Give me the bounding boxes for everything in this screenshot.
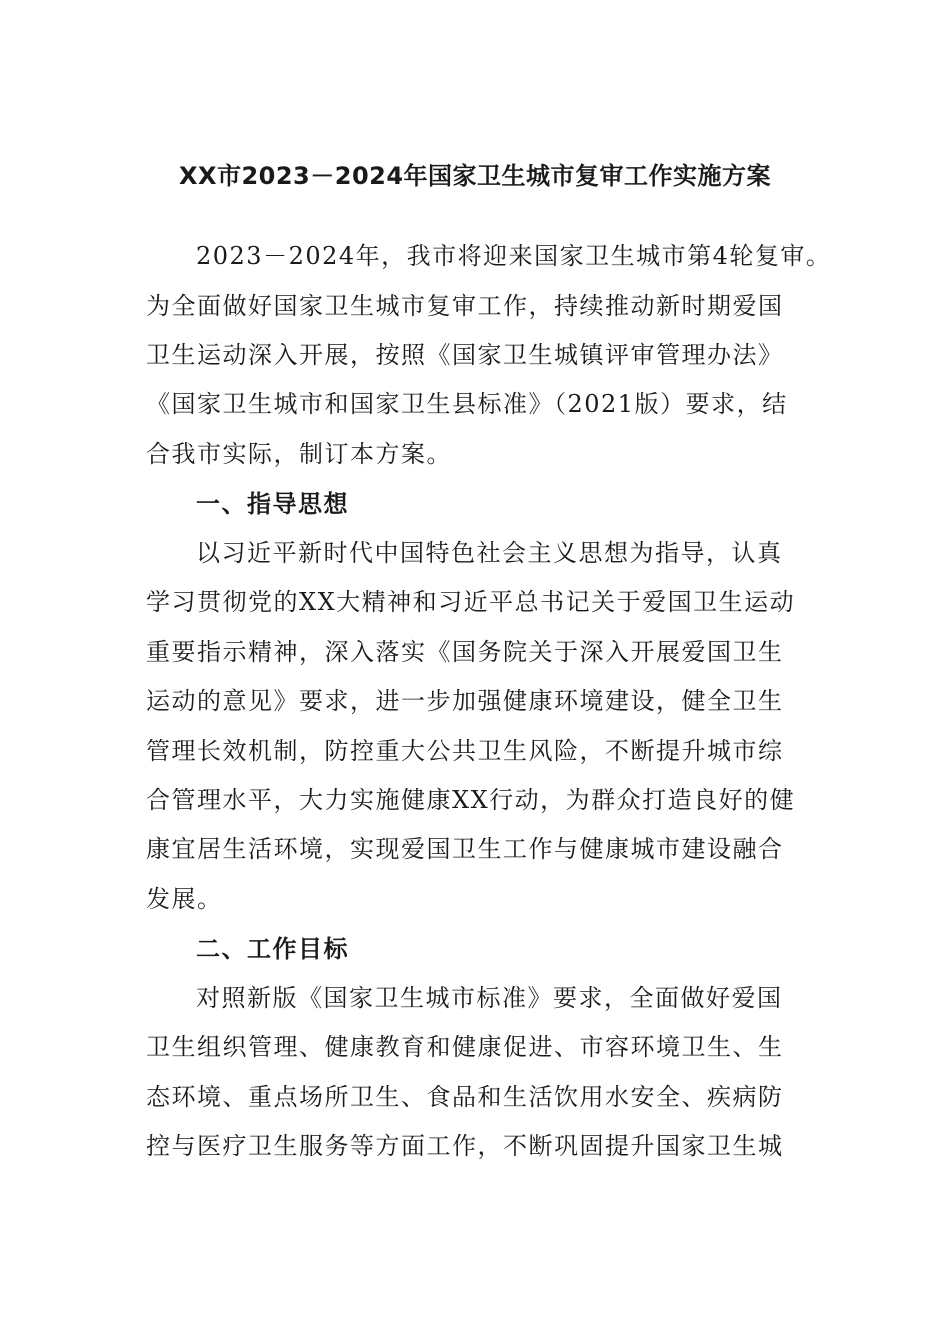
section1-line: 合管理水平，大力实施健康XX行动，为群众打造良好的健 [146,786,796,814]
section2-line: 对照新版《国家卫生城市标准》要求，全面做好爱国 [196,984,783,1012]
section1-line: 发展。 [146,885,223,913]
section1-line: 运动的意见》要求，进一步加强健康环境建设，健全卫生 [146,687,784,715]
section1-line: 管理长效机制，防控重大公共卫生风险，不断提升城市综 [146,737,784,765]
section1-line: 康宜居生活环境，实现爱国卫生工作与健康城市建设融合 [146,835,784,863]
section1-line: 重要指示精神，深入落实《国务院关于深入开展爱国卫生 [146,638,784,666]
intro-line: 为全面做好国家卫生城市复审工作，持续推动新时期爱国 [146,292,784,320]
section1-line: 学习贯彻党的XX大精神和习近平总书记关于爱国卫生运动 [146,588,796,616]
section-heading-work-goals: 二、工作目标 [196,935,349,963]
section-heading-guiding-ideology: 一、指导思想 [196,490,349,518]
section2-line: 控与医疗卫生服务等方面工作，不断巩固提升国家卫生城 [146,1132,784,1160]
intro-line: 卫生运动深入开展，按照《国家卫生城镇评审管理办法》 [146,341,784,369]
intro-line: 2023－2024年，我市将迎来国家卫生城市第4轮复审。 [196,242,832,270]
section2-line: 卫生组织管理、健康教育和健康促进、市容环境卫生、生 [146,1033,784,1061]
section1-line: 以习近平新时代中国特色社会主义思想为指导，认真 [196,539,783,567]
intro-line: 《国家卫生城市和国家卫生县标准》（2021版）要求，结 [146,390,788,418]
document-title: XX市2023－2024年国家卫生城市复审工作实施方案 [178,162,772,190]
intro-line: 合我市实际，制订本方案。 [146,440,452,468]
section2-line: 态环境、重点场所卫生、食品和生活饮用水安全、疾病防 [146,1083,784,1111]
